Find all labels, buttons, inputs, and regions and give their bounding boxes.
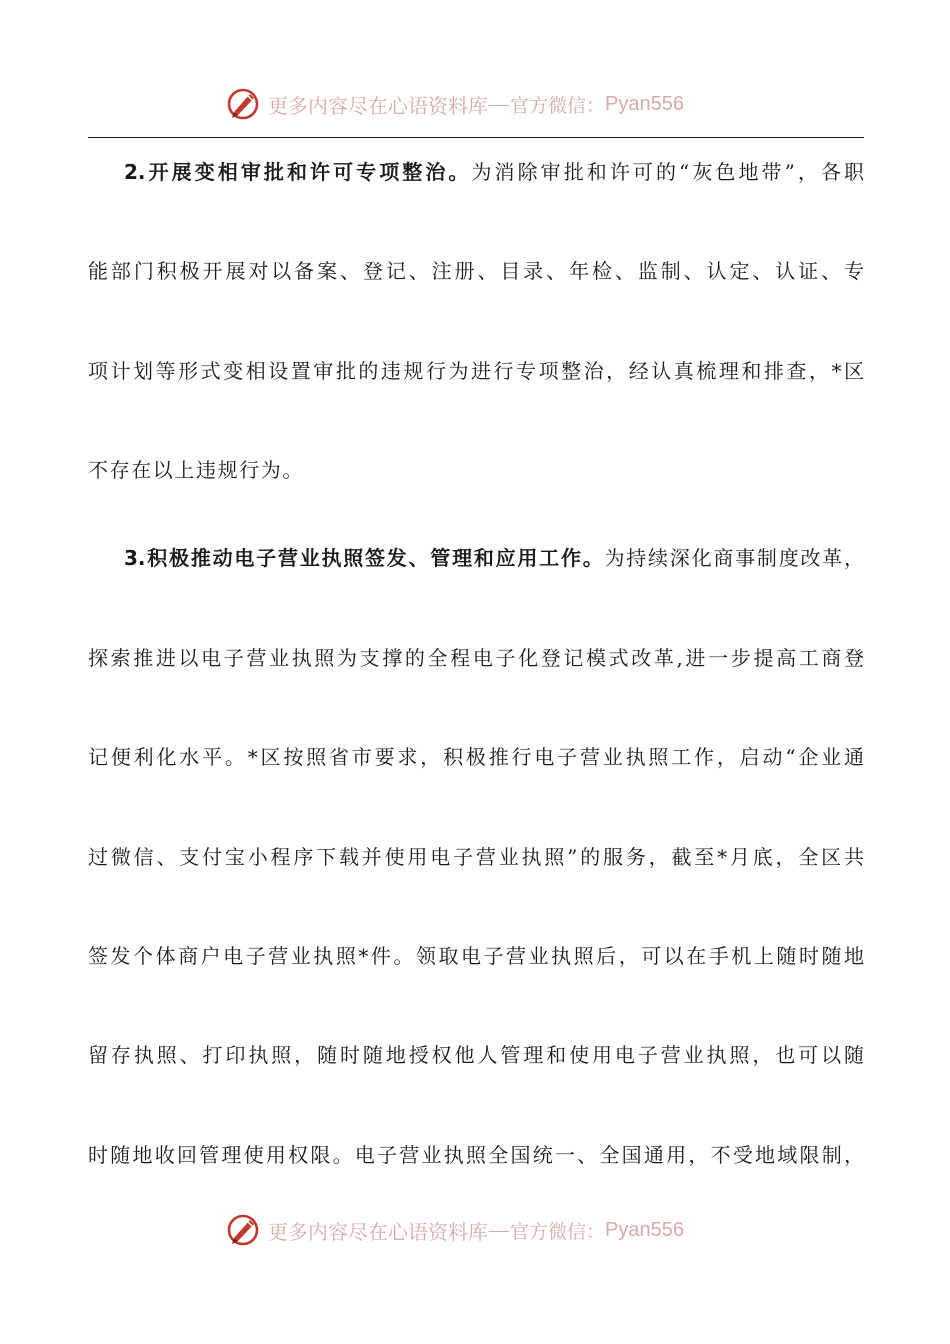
banner-wechat-id: Pyan556: [605, 92, 684, 115]
header-banner: [0, 84, 950, 124]
paragraph-line: 能部门积极开展对以备案、登记、注册、目录、年检、监制、认定、认证、专: [88, 259, 864, 283]
paragraph-line: [124, 157, 864, 187]
pen-logo-icon: [226, 86, 262, 122]
paragraph-line: 过微信、支付宝小程序下载并使用电子营业执照”的服务，截至*月底，全区共: [88, 845, 864, 869]
section-heading: 2.开展变相审批和许可专项整治。: [124, 160, 472, 184]
paragraph-line: 探索推进以电子营业执照为支撑的全程电子化登记模式改革,进一步提高工商登: [88, 646, 864, 670]
paragraph-line: 签发个体商户电子营业执照*件。领取电子营业执照后，可以在手机上随时随地: [88, 944, 864, 968]
paragraph-line: 记便利化水平。*区按照省市要求，积极推行电子营业执照工作，启动“企业通: [88, 745, 864, 769]
banner-separator: —: [489, 92, 509, 115]
paragraph-text: 为持续深化商事制度改革，: [604, 546, 865, 570]
paragraph-line: 留存执照、打印执照，随时随地授权他人管理和使用电子营业执照，也可以随: [88, 1043, 864, 1067]
pen-logo-icon: [226, 1212, 262, 1248]
paragraph-line: 不存在以上违规行为。: [88, 458, 304, 482]
footer-banner: [0, 1210, 950, 1250]
banner-separator: —: [489, 1218, 509, 1241]
banner-wechat-label: 官方微信：: [510, 1220, 606, 1243]
section-heading: 3.积极推动电子营业执照签发、管理和应用工作。: [124, 546, 605, 570]
banner-wechat-id: Pyan556: [605, 1218, 684, 1241]
paragraph-line: [124, 543, 864, 573]
header-divider: [88, 137, 864, 138]
banner-title: 更多内容尽在心语资料库: [268, 93, 488, 118]
banner-title: 更多内容尽在心语资料库: [268, 1219, 488, 1244]
paragraph-text: 为消除审批和许可的“灰色地带”，各职: [471, 160, 864, 184]
banner-wechat-label: 官方微信：: [510, 94, 606, 117]
paragraph-line: 项计划等形式变相设置审批的违规行为进行专项整治，经认真梳理和排查，*区: [88, 359, 864, 383]
paragraph-line: 时随地收回管理使用权限。电子营业执照全国统一、全国通用，不受地域限制，: [88, 1143, 864, 1167]
